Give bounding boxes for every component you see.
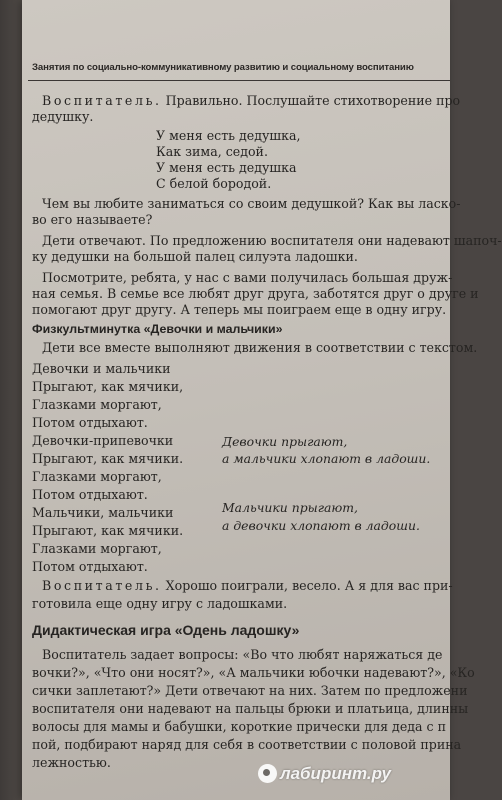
verse-line: Девочки-припевочки: [32, 433, 174, 448]
poem-line: У меня есть дедушка: [156, 160, 297, 175]
paragraph-line: Чем вы любите заниматься со своим дедушкой? Как вы ласко-: [42, 196, 461, 211]
verse-line: Потом отдыхают.: [32, 559, 148, 574]
poem-line: У меня есть дедушка,: [156, 128, 301, 143]
paragraph-line: готовила еще одну игру с ладошками.: [32, 596, 288, 611]
poem-line: Как зима, седой.: [156, 144, 268, 159]
verse-line: Прыгают, как мячики.: [32, 451, 184, 466]
running-header: Занятия по социально-коммуникативному развитию и социальному воспитанию: [32, 62, 414, 73]
paragraph-line: Дети все вместе выполняют движения в соответствии с текстом.: [42, 340, 478, 355]
paragraph-line: во его называете?: [32, 212, 153, 227]
stage-note: Мальчики прыгают,: [222, 500, 358, 515]
paragraph-line: помогают друг другу. А теперь мы поиграем еще в одну игру.: [32, 302, 447, 317]
watermark: лабиринт.ру: [280, 764, 391, 783]
verse-line: Прыгают, как мячики,: [32, 379, 184, 394]
paragraph-line: ная семья. В семье все любят друг друга, заботятся друг о друге и: [32, 286, 479, 301]
paragraph-line: вочки?», «Что они носят?», «А мальчики юбочки надевают?», «Ко: [32, 665, 475, 680]
verse-line: Потом отдыхают.: [32, 415, 148, 430]
stage-note: Девочки прыгают,: [222, 434, 348, 449]
verse-line: Глазками моргают,: [32, 397, 162, 412]
section-title: Дидактическая игра «Одень ладошку»: [32, 622, 300, 638]
verse-line: Девочки и мальчики: [32, 361, 171, 376]
paragraph-line: ку дедушки на большой палец силуэта ладошки.: [32, 249, 358, 264]
paragraph-line: волосы для мамы и бабушки, короткие прически для деда с п: [32, 719, 446, 734]
header-rule: [28, 80, 450, 81]
book-page: [22, 0, 502, 800]
poem-line: С белой бородой.: [156, 176, 272, 191]
paragraph-line: Воспитатель. Правильно. Послушайте стихотворение про: [42, 93, 461, 108]
verse-line: Потом отдыхают.: [32, 487, 148, 502]
paragraph-line: воспитателя они надевают на пальцы брюки и платьица, длинны: [32, 701, 469, 716]
verse-line: Глазками моргают,: [32, 541, 162, 556]
verse-line: Прыгают, как мячики.: [32, 523, 184, 538]
stage-note: а мальчики хлопают в ладоши.: [222, 451, 431, 466]
paragraph-line: лежностью.: [32, 755, 111, 770]
watermark-logo-icon: [258, 764, 277, 783]
paragraph-line: Воспитатель задает вопросы: «Во что любят наряжаться де: [42, 647, 443, 662]
paragraph-line: пой, подбирают наряд для себя в соответствии с половой прина: [32, 737, 462, 752]
stage-note: а девочки хлопают в ладоши.: [222, 518, 420, 533]
paragraph-line: сички заплетают?» Дети отвечают на них. Затем по предложени: [32, 683, 468, 698]
verse-line: Глазками моргают,: [32, 469, 162, 484]
paragraph-line: дедушку.: [32, 109, 94, 124]
speaker-label: Воспитатель.: [42, 93, 162, 108]
paragraph-line: Дети отвечают. По предложению воспитателя они надевают шапоч-: [42, 233, 502, 248]
paragraph-line: Посмотрите, ребята, у нас с вами получилась большая друж-: [42, 270, 453, 285]
speaker-label: Воспитатель.: [42, 578, 162, 593]
paragraph-line: Воспитатель. Хорошо поиграли, весело. А я для вас при-: [42, 578, 453, 593]
verse-line: Мальчики, мальчики: [32, 505, 174, 520]
section-title: Физкультминутка «Девочки и мальчики»: [32, 322, 283, 336]
